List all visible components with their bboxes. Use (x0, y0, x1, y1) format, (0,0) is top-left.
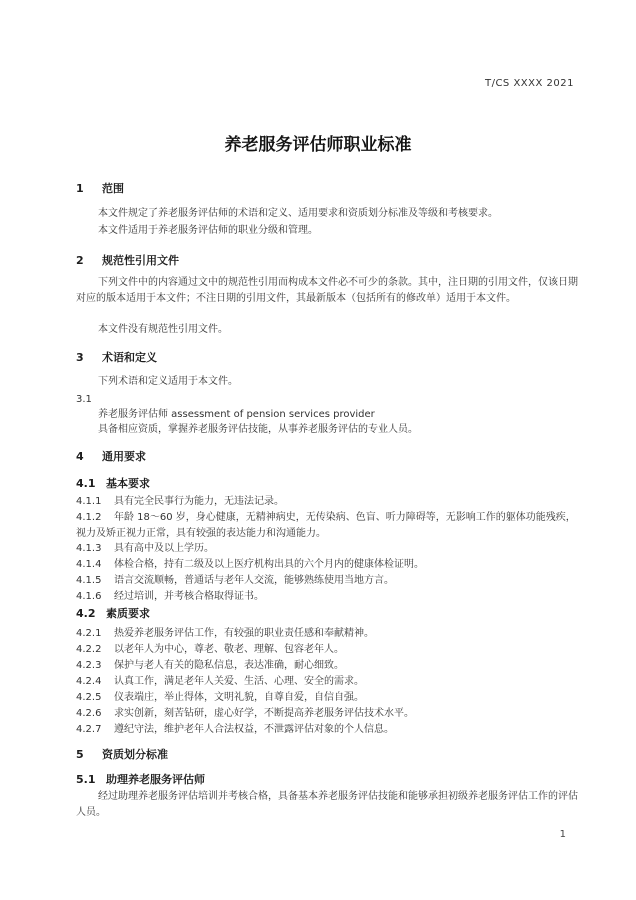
list-item: 4.2.4 认真工作，满足老年人关爱、生活、心理、安全的需求。 (76, 676, 364, 687)
page-number: 1 (559, 829, 566, 840)
paragraph: 经过助理养老服务评估培训并考核合格，具备基本养老服务评估技能和能够承担初级养老服务评估工作的评估人员。 (76, 791, 578, 818)
list-item: 4.1.1 具有完全民事行为能力，无违法记录。 (76, 496, 284, 507)
section-title: 规范性引用文件 (102, 254, 179, 267)
section-heading-1 (76, 180, 124, 196)
list-item: 4.2.7 遵纪守法，维护老年人合法权益，不泄露评估对象的个人信息。 (76, 724, 394, 735)
section-heading-2 (76, 252, 179, 268)
section-number: 3 (76, 351, 84, 364)
section-heading-5 (76, 746, 168, 762)
paragraph: 本文件没有规范性引用文件。 (98, 324, 228, 335)
term-definition: 具备相应资质，掌握养老服务评估技能，从事养老服务评估的专业人员。 (98, 424, 418, 435)
document-title: 养老服务评估师职业标准 (224, 135, 412, 155)
subsection-heading-4-1 (76, 475, 150, 491)
paragraph: 下列文件中的内容通过文中的规范性引用而构成本文件必不可少的条款。其中，注日期的引用文件，仅该日期对应的版本适用于本文件；不注日期的引用文件，其最新版本（包括所有的修改单）适用于本文件。 (76, 277, 578, 304)
list-item: 4.2.3 保护与老人有关的隐私信息，表达准确，耐心细致。 (76, 660, 344, 671)
subsection-number: 4.2 (76, 607, 96, 620)
list-item: 4.1.2 年龄 18～60 岁，身心健康，无精神病史，无传染病、色盲、听力障碍等，无影响工作的躯体功能残疾，视力及矫正视力正常，具有较强的表达能力和沟通能力。 (76, 512, 576, 539)
term-title: 养老服务评估师 assessment of pension services provider (98, 409, 375, 420)
list-item: 4.1.5 语言交流顺畅，普通话与老年人交流，能够熟练使用当地方言。 (76, 575, 394, 586)
subsection-number: 4.1 (76, 477, 96, 490)
section-number: 5 (76, 748, 84, 761)
document-code: T/CS XXXX 2021 (484, 78, 574, 89)
subsection-title: 助理养老服务评估师 (106, 773, 205, 786)
subsection-title: 素质要求 (106, 607, 150, 620)
paragraph: 下列术语和定义适用于本文件。 (98, 376, 238, 387)
list-item: 4.1.4 体检合格，持有二级及以上医疗机构出具的六个月内的健康体检证明。 (76, 559, 424, 570)
list-item: 4.2.1 热爱养老服务评估工作，有较强的职业责任感和奉献精神。 (76, 628, 374, 639)
section-title: 通用要求 (102, 450, 146, 463)
section-title: 范围 (102, 182, 124, 195)
list-item: 4.2.2 以老年人为中心，尊老、敬老、理解、包容老年人。 (76, 644, 344, 655)
section-number: 4 (76, 450, 84, 463)
list-item: 4.1.3 具有高中及以上学历。 (76, 543, 214, 554)
paragraph: 本文件适用于养老服务评估师的职业分级和管理。 (98, 225, 318, 236)
subsection-heading-5-1 (76, 771, 205, 787)
subsection-heading-4-2 (76, 605, 150, 621)
list-item: 4.2.6 求实创新，刻苦钻研，虚心好学，不断提高养老服务评估技术水平。 (76, 708, 414, 719)
paragraph: 本文件规定了养老服务评估师的术语和定义、适用要求和资质划分标准及等级和考核要求。 (98, 208, 498, 219)
section-number: 2 (76, 254, 84, 267)
section-title: 资质划分标准 (102, 748, 168, 761)
section-title: 术语和定义 (102, 351, 157, 364)
list-item: 4.2.5 仪表端庄，举止得体，文明礼貌，自尊自爱，自信自强。 (76, 692, 364, 703)
section-number: 1 (76, 182, 84, 195)
list-item: 4.1.6 经过培训，并考核合格取得证书。 (76, 591, 264, 602)
subsection-number: 5.1 (76, 773, 96, 786)
term-number: 3.1 (76, 394, 92, 405)
subsection-title: 基本要求 (106, 477, 150, 490)
section-heading-3 (76, 349, 157, 365)
section-heading-4 (76, 448, 146, 464)
